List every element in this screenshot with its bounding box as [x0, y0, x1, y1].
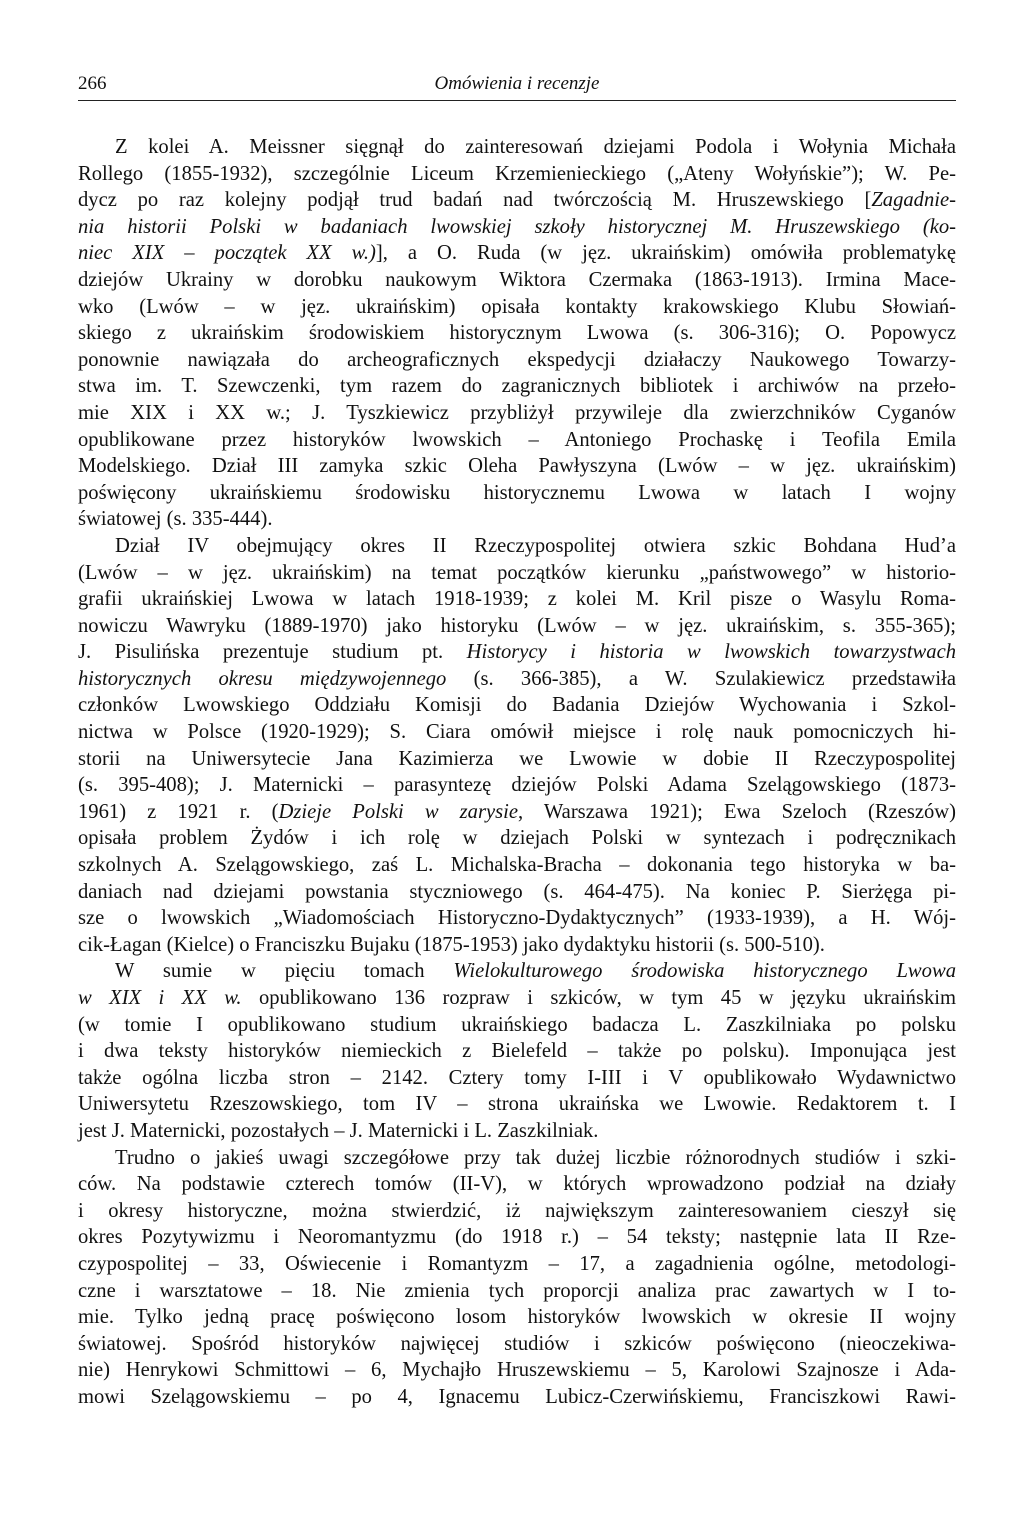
text-run: czypospolitej – 33, Oświecenie i Romantyzm – 17, a zagadnienia ogólne, metodologi- [78, 1252, 956, 1275]
text-line [78, 560, 956, 587]
text-run: (Lwów – w jęz. ukraińskim) na temat początków kierunku „państwowego” w historio- [78, 561, 956, 584]
italic-text: Historycy i historia w lwowskich towarzystwach [466, 641, 957, 664]
text-run: dycz po raz kolejny podjął trud badań nad twórczością M. Hruszewskiego [ [78, 189, 872, 212]
text-run: i okresy historyczne, można stwierdzić, iż największym zainteresowaniem cieszył się [78, 1199, 956, 1222]
text-line [78, 958, 956, 985]
text-line [78, 1357, 956, 1384]
italic-text: Zagadnie- [871, 189, 956, 212]
text-run: Modelskiego. Dział III zamyka szkic Oleha Pawłyszyna (Lwów – w jęz. ukraińskim) [78, 455, 956, 478]
text-line [78, 905, 956, 932]
text-line [78, 1012, 956, 1039]
text-run: nictwa w Polsce (1920-1929); S. Ciara omówił miejsce i rolę nauk pomocniczych hi- [78, 721, 956, 744]
text-run: opublikowane przez historyków lwowskich – Antoniego Prochaskę i Teofila Emila [78, 428, 956, 451]
text-run: Dział IV obejmujący okres II Rzeczypospolitej otwiera szkic Bohdana Hud’a [115, 534, 956, 557]
italic-text: nia historii Polski w badaniach lwowskiej szkoły historycznej M. Hruszewskiego (ko- [78, 215, 956, 238]
text-line [78, 1331, 956, 1358]
text-run: także ogólna liczba stron – 2142. Cztery tomy I-III i V opublikowało Wydawnictwo [78, 1066, 956, 1089]
text-line [78, 506, 956, 533]
text-run: czne i warsztatowe – 18. Nie zmienia tych proporcji analiza prac zawartych w I to- [78, 1279, 956, 1302]
text-line [78, 1038, 956, 1065]
text-run: nowiczu Wawryku (1889-1970) jako historyku (Lwów – w jęz. ukraińskim, s. 355-365); [78, 614, 956, 637]
text-line [78, 1251, 956, 1278]
text-run: dziejów Ukrainy w dorobku naukowym Wiktora Czermaka (1863-1913). Irmina Mace- [78, 268, 956, 291]
text-line [78, 1091, 956, 1118]
text-run: opisała problem Żydów i ich rolę w dziejach Polski w syntezach i podręcznikach [78, 827, 956, 850]
text-line [78, 480, 956, 507]
text-line [78, 134, 956, 161]
text-run: poświęcony ukraińskiemu środowisku historycznemu Lwowa w latach I wojny [78, 481, 956, 504]
text-run: mie. Tylko jedną pracę poświęcono losom historyków lwowskich w okresie II wojny [78, 1306, 956, 1329]
text-line [78, 1384, 956, 1411]
text-run: stwa im. T. Szewczenki, tym razem do zagranicznych bibliotek i archiwów na przeło- [78, 375, 956, 398]
text-line [78, 1304, 956, 1331]
text-line [78, 1065, 956, 1092]
text-line [78, 400, 956, 427]
text-line [78, 666, 956, 693]
text-line [78, 214, 956, 241]
text-line [78, 1118, 956, 1145]
page-number: 266 [78, 73, 107, 94]
text-line [78, 161, 956, 188]
text-line [78, 320, 956, 347]
text-run: ców. Na podstawie czterech tomów (II-V), w których wprowadzono podział na działy [78, 1173, 956, 1196]
text-line [78, 772, 956, 799]
text-run: mowi Szelągowskiemu – po 4, Ignacemu Lubicz-Czerwińskiemu, Franciszkowi Rawi- [78, 1385, 956, 1408]
text-run: (w tomie I opublikowano studium ukraińskiego badacza L. Zaszkilniaka po polsku [78, 1013, 956, 1036]
page-header [78, 70, 956, 101]
italic-text: niec XIX – początek XX w.) [78, 242, 376, 265]
text-run: Trudno o jakieś uwagi szczegółowe przy tak dużej liczbie różnorodnych studiów i szki- [115, 1146, 956, 1169]
text-line [78, 825, 956, 852]
text-run: okres Pozytywizmu i Neoromantyzmu (do 1918 r.) – 54 teksty; następnie lata II Rze- [78, 1226, 956, 1249]
text-line [78, 932, 956, 959]
text-run: 1961) z 1921 r. ( [78, 800, 279, 823]
running-title: Omówienia i recenzje [434, 73, 600, 94]
text-line [78, 453, 956, 480]
italic-text: historycznych okresu międzywojennego [78, 667, 447, 690]
text-run: sze o lwowskich „Wiadomościach Historyczno-Dydaktycznych” (1933-1939), a H. Wój- [78, 907, 956, 930]
text-line [78, 1224, 956, 1251]
text-line [78, 639, 956, 666]
text-line [78, 586, 956, 613]
text-line [78, 746, 956, 773]
text-run: jest J. Maternicki, pozostałych – J. Maternicki i L. Zaszkilniak. [78, 1119, 599, 1142]
text-run: (s. 395-408); J. Maternicki – parasyntezę dziejów Polski Adama Szelągowskiego (1873- [78, 774, 956, 797]
text-run: Uniwersytetu Rzeszowskiego, tom IV – strona ukraińska we Lwowie. Redaktorem t. I [78, 1093, 956, 1116]
text-run: Rollego (1855-1932), szczególnie Liceum Krzemienieckiego („Ateny Wołyńskie”); W. Pe- [78, 162, 956, 185]
italic-text: Dzieje Polski w zarysie [278, 800, 519, 823]
text-line [78, 427, 956, 454]
text-run: ponownie nawiązała do archeograficznych ekspedycji działaczy Naukowego Towarzy- [78, 348, 956, 371]
body-text [78, 134, 956, 1411]
text-run: światowej (s. 335-444). [78, 508, 273, 531]
text-run: opublikowano 136 rozpraw i szkiców, w tym 45 w języku ukraińskim [241, 987, 956, 1009]
text-line [78, 294, 956, 321]
text-line [78, 187, 956, 214]
text-line [78, 985, 956, 1012]
text-run: i dwa teksty historyków niemieckich z Bielefeld – także po polsku). Imponująca jest [78, 1040, 956, 1063]
text-run: storii na Uniwersytecie Jana Kazimierza we Lwowie w dobie II Rzeczypospolitej [78, 747, 956, 770]
text-run: Z kolei A. Meissner sięgnął do zainteresowań dziejami Podola i Wołynia Michała [115, 136, 956, 158]
text-run: grafii ukraińskiej Lwowa w latach 1918-1939; z kolei M. Kril pisze o Wasylu Roma- [78, 588, 956, 611]
text-line [78, 719, 956, 746]
text-line [78, 347, 956, 374]
text-line [78, 267, 956, 294]
text-line [78, 692, 956, 719]
text-run: daniach nad dziejami powstania styczniowego (s. 464-475). Na koniec P. Sierżęga pi- [78, 880, 956, 903]
text-run: członków Lwowskiego Oddziału Komisji do Badania Dziejów Wychowania i Szkol- [78, 694, 956, 717]
text-run: mie XIX i XX w.; J. Tyszkiewicz przybliżył przywileje dla zwierzchników Cyganów [78, 401, 956, 424]
text-line [78, 373, 956, 400]
italic-text: Wielokulturowego środowiska historycznego Lwowa [453, 960, 956, 983]
text-line [78, 533, 956, 560]
text-run: skiego z ukraińskim środowiskiem historycznym Lwowa (s. 306-316); O. Popowycz [78, 322, 956, 345]
text-run: szkolnych A. Szelągowskiego, zaś L. Michalska-Bracha – dokonania tego historyka w ba- [78, 854, 956, 877]
text-line [78, 879, 956, 906]
text-run: cik-Łagan (Kielce) o Franciszku Bujaku (1875-1953) jako dydaktyku historii (s. 500-510). [78, 933, 825, 956]
text-run: W sumie w pięciu tomach [115, 960, 454, 983]
text-run: , Warszawa 1921); Ewa Szeloch (Rzeszów) [518, 800, 957, 823]
text-run: wko (Lwów – w jęz. ukraińskim) opisała kontakty krakowskiego Klubu Słowiań- [78, 295, 956, 318]
text-line [78, 1171, 956, 1198]
italic-text: w XIX i XX w. [78, 987, 242, 1009]
text-line [78, 613, 956, 640]
text-run: ], a O. Ruda (w jęz. ukraińskim) omówiła problematykę [375, 242, 956, 265]
text-line [78, 852, 956, 879]
text-line [78, 799, 956, 826]
text-run: światowej. Spośród historyków najwięcej studiów i szkiców poświęcono (nieoczekiwa- [78, 1332, 956, 1355]
text-run: J. Pisulińska prezentuje studium pt. [78, 641, 467, 664]
text-run: (s. 366-385), a W. Szulakiewicz przedstawiła [446, 667, 956, 690]
text-line [78, 1145, 956, 1172]
text-line [78, 1278, 956, 1305]
text-line [78, 1198, 956, 1225]
text-run: nie) Henrykowi Schmittowi – 6, Mychajło Hruszewskiemu – 5, Karolowi Szajnosze i Ada- [78, 1359, 956, 1382]
text-line [78, 240, 956, 267]
